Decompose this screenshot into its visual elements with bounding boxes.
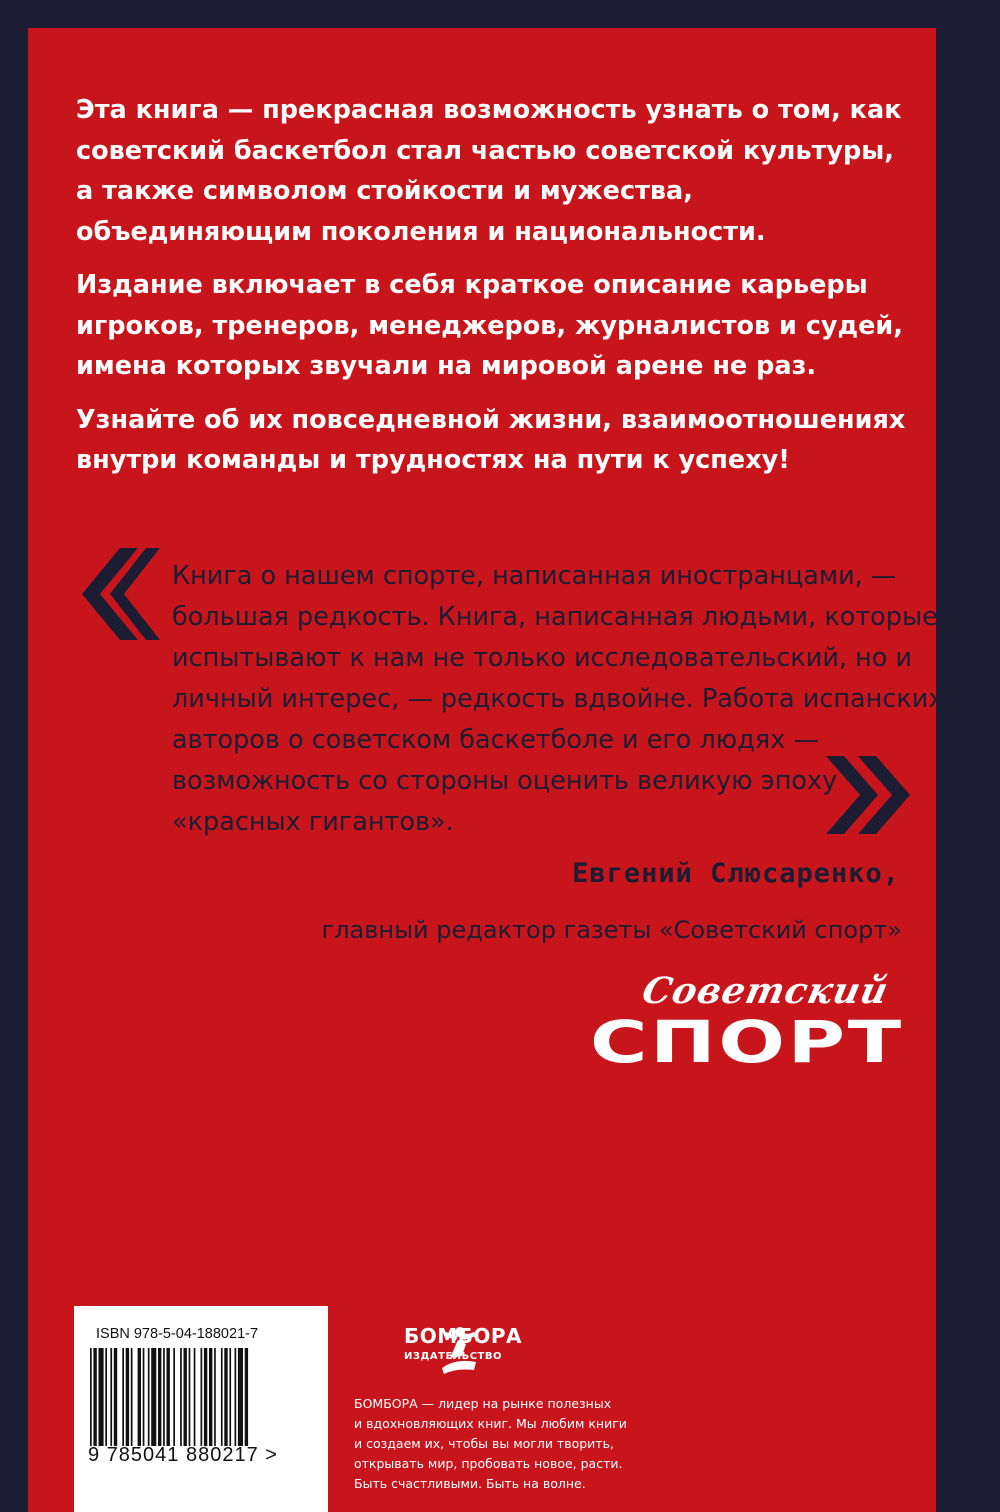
barcode-bar (245, 1348, 248, 1446)
blurb-paragraph-1: Эта книга — прекрасная возможность узнать о том, как советский баскетбол стал частью советской культуры, а также символом стойкости и мужества, объединяющим поколения и национальности. (76, 95, 902, 247)
barcode-bar (93, 1348, 96, 1446)
barcode-bar (110, 1348, 112, 1446)
barcode-bar (163, 1348, 165, 1446)
publisher-name: БОМБОРА (404, 1324, 523, 1348)
barcode-bar (224, 1348, 227, 1446)
barcode-bar (173, 1348, 175, 1446)
barcode-bar (221, 1348, 223, 1446)
logo-main-text: СПОРТ (590, 1008, 904, 1076)
barcode-bar (209, 1348, 212, 1446)
barcode-bar (148, 1348, 150, 1446)
barcode-bar (214, 1348, 216, 1446)
barcode-bar (126, 1348, 129, 1446)
barcode-bar (151, 1348, 156, 1446)
barcode-bar (204, 1348, 207, 1446)
quote-author: Евгений Слюсаренко, (572, 858, 900, 889)
barcode-bar (158, 1348, 161, 1446)
quote-line: Книга о нашем спорте, написанная иностранцами, — (172, 561, 897, 591)
publisher-line: и вдохновляющих книг. Мы любим книги (354, 1416, 627, 1431)
barcode-bar (229, 1348, 231, 1446)
barcode-bar (180, 1348, 182, 1446)
author-title: главный редактор газеты «Советский спорт» (321, 916, 902, 944)
back-cover (28, 28, 944, 1512)
blurb-paragraph-3: Узнайте об их повседневной жизни, взаимоотношениях внутри команды и трудностях на пути к успеху! (76, 404, 906, 475)
barcode-bar (131, 1348, 133, 1446)
publisher-line: открывать мир, пробовать новое, расти. (354, 1456, 623, 1471)
publisher-sub: ИЗДАТЕЛЬСТВО (404, 1351, 502, 1362)
quote-line: возможность со стороны оценить великую эпоху (172, 766, 838, 796)
barcode-bar (194, 1348, 196, 1446)
logo-script-text: Советский (638, 970, 893, 1012)
double-chevron-right-icon (826, 756, 910, 834)
barcode-bar (184, 1348, 187, 1446)
barcode-bar (201, 1348, 203, 1446)
blurb-paragraph-2: Издание включает в себя краткое описание карьеры игроков, тренеров, менеджеров, журналистов и судей, имена которых звучали на мировой арене не раз. (76, 270, 903, 381)
quote-line: авторов о советском баскетболе и его людях — (172, 725, 819, 755)
quote (172, 556, 944, 843)
barcode-bar (143, 1348, 145, 1446)
quote-line: испытывают к нам не только исследовательский, но и (172, 643, 913, 673)
barcode-digits: 9 785041 880217 > (88, 1444, 278, 1466)
barcode-bar (105, 1348, 107, 1446)
quote-line: «красных гигантов». (172, 807, 454, 837)
barcode-bar (114, 1348, 117, 1446)
quote-line: большая редкость. Книга, написанная людьми, которые (172, 602, 938, 632)
publisher-line: БОМБОРА — лидер на рынке полезных (354, 1396, 612, 1411)
blurb (76, 90, 916, 492)
barcode-bar (138, 1348, 141, 1446)
barcode (74, 1306, 328, 1512)
publisher-line: Быть счастливыми. Быть на волне. (354, 1476, 586, 1491)
barcode-bars (88, 1348, 310, 1446)
isbn-text: ISBN 978-5-04-188021-7 (96, 1326, 259, 1342)
publisher-description (354, 1394, 674, 1494)
barcode-bar (189, 1348, 191, 1446)
barcode-bar (238, 1348, 243, 1446)
quote-line: личный интерес, — редкость вдвойне. Работа испанских (172, 684, 944, 714)
publisher-line: и создаем их, чтобы вы могли творить, (354, 1436, 614, 1451)
barcode-bar (99, 1348, 104, 1446)
barcode-bar (235, 1348, 237, 1446)
double-chevron-left-icon (80, 548, 160, 640)
barcode-bar (167, 1348, 170, 1446)
barcode-bar (122, 1348, 124, 1446)
barcode-bar (90, 1348, 92, 1446)
